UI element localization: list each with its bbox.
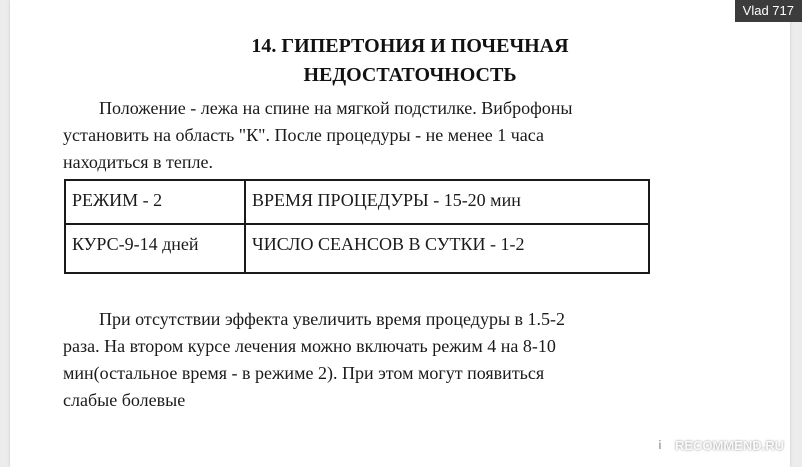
table-row bbox=[65, 224, 649, 273]
table-cell bbox=[65, 224, 245, 273]
table-cell-text: ВРЕМЯ ПРОЦЕДУРЫ - 15-20 мин bbox=[252, 190, 521, 210]
recommend-logo-icon: i bbox=[650, 435, 670, 455]
procedure-table bbox=[64, 179, 650, 274]
watermark-text: RECOMMEND.RU bbox=[674, 437, 784, 453]
table-cell bbox=[65, 180, 245, 224]
user-tag: Vlad 717 bbox=[735, 0, 802, 22]
document-title-line-2: НЕДОСТАТОЧНОСТЬ bbox=[303, 64, 517, 86]
intro-line: установить на область "К". После процедуры - не менее 1 часа bbox=[63, 125, 544, 145]
outro-paragraph bbox=[63, 306, 743, 414]
table-cell bbox=[245, 224, 649, 273]
table-cell-text: КУРС-9-14 дней bbox=[72, 234, 199, 255]
intro-paragraph bbox=[63, 95, 743, 176]
table-cell-text: ЧИСЛО СЕАНСОВ В СУТКИ - 1-2 bbox=[252, 234, 525, 255]
document-title-line-1: 14. ГИПЕРТОНИЯ И ПОЧЕЧНАЯ bbox=[251, 35, 569, 57]
document-page bbox=[10, 0, 790, 467]
table-cell-text: РЕЖИМ - 2 bbox=[72, 190, 163, 210]
intro-line: Положение - лежа на спине на мягкой подстилке. Виброфоны bbox=[99, 98, 573, 118]
outro-line: слабые болевые bbox=[63, 390, 186, 410]
watermark bbox=[650, 435, 784, 455]
outro-line: раза. На втором курсе лечения можно включать режим 4 на 8-10 bbox=[63, 336, 556, 356]
table-row bbox=[65, 180, 649, 224]
table-cell bbox=[245, 180, 649, 224]
intro-line: находиться в тепле. bbox=[63, 152, 214, 172]
outro-line: мин(остальное время - в режиме 2). При этом могут появиться bbox=[63, 363, 545, 383]
outro-line: При отсутствии эффекта увеличить время процедуры в 1.5-2 bbox=[99, 309, 566, 329]
